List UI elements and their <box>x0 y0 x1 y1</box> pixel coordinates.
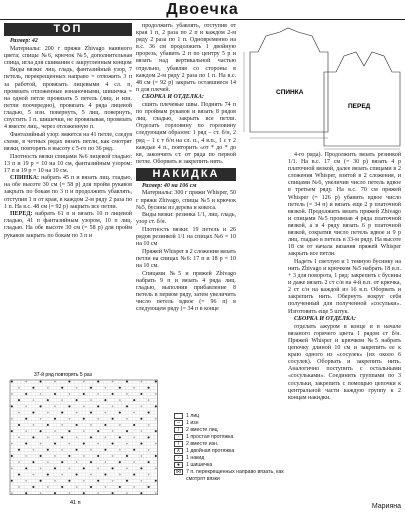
chart-stitch-mark <box>76 437 77 438</box>
chart-stitch-mark <box>33 486 35 488</box>
chart-stitch-mark <box>148 486 150 488</box>
chart-stitch-mark <box>119 486 121 488</box>
legend-label: 1 накид <box>186 455 205 461</box>
nakidka-continued: 4-го ряда). Продолжить вязать резинкой 1/1. На в.с. 17 см (= 30 р) вязать 4 р платочной вязкой, далее вязать спицами в 2 сложения Whisper, взятой в 2 сложения, и спицами №6, увеличив число петель вдвое в третьем ряду. На в.с. 70 см пряжей Whisper (= 126 р) убавить вдвое число петель (= 34 п) и вязать еще 2 р платочной вязкой. Продолжить вязать пряжей Zhivago и спицами №5 провязав 4 ряда платочной вязкой, а в 4 ряду вязать 6 р платочной вязкой, сократив число петель вдвое и 9 р лиц. гладью в петель в 33-м ряду. На высоте 18 см от начала вязания пряжей Whisper закрыть все петли. <box>288 152 401 258</box>
chart-stitch-mark <box>33 461 35 463</box>
chart-stitch-mark <box>33 474 34 475</box>
chart-stitch-mark <box>83 381 84 382</box>
chart-stitch-mark <box>33 387 35 389</box>
chart-stitch-mark <box>69 493 70 494</box>
chart-stitch-mark <box>148 424 149 425</box>
chart-stitch-mark <box>47 399 49 401</box>
chart-stitch-mark <box>148 449 149 450</box>
chart-stitch-mark <box>69 468 70 469</box>
nakidka-gauge2: Пряжей Whisper в 2 сложения вязать петли на спицах №6: 17 п и 18 р = 10 на 10 см. <box>136 248 236 269</box>
chart-stitch-mark <box>47 424 49 426</box>
chart-stitch-mark <box>90 474 91 475</box>
chart-stitch-mark <box>11 493 12 494</box>
chart-stitch-mark <box>155 405 157 407</box>
legend-label: 1 лиц <box>186 413 200 419</box>
chart-stitch-mark <box>33 436 35 438</box>
chart-stitch-mark <box>90 387 92 389</box>
chart-stitch-mark <box>90 400 91 401</box>
column-top <box>4 23 132 240</box>
chart-stitch-mark <box>76 486 77 487</box>
author-signature: Марияна <box>371 503 401 510</box>
chart-frame <box>10 380 158 495</box>
chart-stitch-mark <box>76 449 78 451</box>
chart-stitch-mark <box>76 474 78 476</box>
chart-stitch-mark <box>148 400 149 401</box>
chart-stitch-mark <box>40 381 42 383</box>
chart-stitch-mark <box>126 418 127 419</box>
top-gauge: Плотность вязки спицами №6 лицевой гладью: 13 п и 19 р = 10 на 10 см, фантазийным узором: 17 п и 19 р = 10 на 10 см. <box>4 153 132 174</box>
chart-stitch-mark <box>47 437 48 438</box>
chart-stitch-mark <box>126 468 127 469</box>
chart-stitch-mark <box>126 480 128 482</box>
chart-stitch-mark <box>134 462 135 463</box>
nakidka-materials: Материалы: 300 г пряжи Whisper, 50 г пряжи Zhivago, спицы №5 и крючок №5, бусины из дерева и кокоса. <box>136 190 236 211</box>
top-materials: Материалы: 200 г пряжи Zhivago наивного цвета; спицы №6, крючок №5, дополнительная спица, игла для сшивания с закругленным концом <box>4 45 132 66</box>
chart-stitch-mark <box>98 493 99 494</box>
chart-stitch-mark <box>148 412 150 414</box>
legend-symbol: \ <box>174 441 183 447</box>
chart-stitch-mark <box>76 399 78 401</box>
chart-stitch-mark <box>69 405 71 407</box>
chart-stitch-mark <box>25 467 27 469</box>
chart-stitch-mark <box>18 399 20 401</box>
chart-stitch-mark <box>40 443 41 444</box>
chart-stitch-mark <box>25 443 27 445</box>
chart-stitch-mark <box>26 455 27 456</box>
legend-symbol: ⋈ <box>176 469 181 475</box>
chart-stitch-mark <box>76 412 77 413</box>
chart-stitch-mark <box>26 480 27 481</box>
chart-stitch-mark <box>133 449 135 451</box>
chart-stitch-mark <box>18 462 19 463</box>
chart-stitch-mark <box>148 436 150 438</box>
chart-stitch-mark <box>112 381 113 382</box>
chart-stitch-mark <box>126 430 128 432</box>
chart-stitch-mark <box>11 418 12 419</box>
chart-stitch-mark <box>119 474 120 475</box>
legend-symbol: ◦ <box>174 455 183 461</box>
chart-stitch-mark <box>83 393 85 395</box>
chart-stitch-mark <box>112 480 113 481</box>
top-front <box>4 211 132 239</box>
chart-stitch-mark <box>62 474 63 475</box>
legend-item <box>174 434 286 441</box>
chart-stitch-mark <box>155 468 156 469</box>
chart-stitch-mark <box>90 486 92 488</box>
chart-stitch-mark <box>105 387 106 388</box>
chart-stitch-mark <box>141 418 143 420</box>
schema-back-label: СПИНКА <box>276 89 304 96</box>
chart-stitch-mark <box>69 455 71 457</box>
chart-stitch-mark <box>47 474 49 476</box>
chart-stitch-mark <box>90 436 92 438</box>
chart-stitch-mark <box>26 381 27 382</box>
chart-stitch-mark <box>155 455 157 457</box>
chart-stitch-mark <box>69 393 70 394</box>
legend-item <box>174 427 286 434</box>
back-text: набрать 45 п и вязать лиц. гладью, на обе высоте 30 см (= 58 р) для пройм рукавов закрыть по бокам по 3 п и продолжить убавлять, отступив 1 п от края, в каждом 2-м ряду 2 раза по 1 п. На в.с. 48 см (= 92 р) закрыть все петли. <box>4 175 133 210</box>
chart-stitch-mark <box>40 480 42 482</box>
chart-stitch-mark <box>40 468 41 469</box>
chart-stitch-mark <box>61 387 63 389</box>
chart-stitch-mark <box>90 412 92 414</box>
chart-stitch-mark <box>119 400 120 401</box>
chart-stitch-mark <box>98 443 99 444</box>
legend-label: 1 двойная протяжка <box>186 448 235 454</box>
nakidka-size: Размер: 40 на 106 см <box>142 182 197 189</box>
chart-stitch-mark <box>112 431 113 432</box>
chart-stitch-mark <box>126 405 128 407</box>
chart-stitch-mark <box>97 381 99 383</box>
chart-stitch-mark <box>141 480 142 481</box>
schema-front-label: ПЕРЕД <box>348 103 371 110</box>
chart-stitch-mark <box>11 455 13 457</box>
chart-stitch-mark <box>54 492 56 494</box>
chart-stitch-mark <box>18 412 19 413</box>
chart-stitch-mark <box>69 430 71 432</box>
chart-stitch-mark <box>105 399 107 401</box>
chart-stitch-mark <box>155 430 157 432</box>
chart-stitch-mark <box>126 381 128 383</box>
chart-stitch-mark <box>148 387 150 389</box>
chart-stitch-mark <box>11 468 12 469</box>
chart-stitch-mark <box>25 393 27 395</box>
chart-stitch-mark <box>83 480 84 481</box>
legend-symbol: ● <box>174 462 183 468</box>
chart-stitch-mark <box>11 393 12 394</box>
legend-label: 1 простая протяжка <box>186 434 234 440</box>
chart-stitch-mark <box>112 455 113 456</box>
chart-stitch-mark <box>133 474 135 476</box>
legend-label: 2 вместе изн. <box>186 441 219 447</box>
chart-stitch-mark <box>155 480 157 482</box>
chart-stitch-mark <box>18 424 20 426</box>
chart-stitch-mark <box>69 480 71 482</box>
top-back <box>4 175 132 210</box>
chart-stitch-mark <box>18 437 19 438</box>
chart-stitch-mark <box>11 443 12 444</box>
legend-label: 1 шишечка <box>186 462 213 468</box>
top-front-cont: продолжить убавлять, отступив от края 1 п, 2 раза по 2 п и каждом 2-м ряду 2 раза по 1 п. Одновременно на в.с. 36 см продолжить 1 двойную прорезь, убавить 2 п по центру 5 р и вязать над вертикальной частью отдельно, убавляя со стороны в каждом 2-м ряду 2 раза по 1 п. На в.с. 48 см (= 92 р) закрыть оставшиеся 14 п для плечей. <box>136 23 236 93</box>
chart-stitch-mark <box>141 406 142 407</box>
chart-stitch-mark <box>83 492 85 494</box>
chart-stitch-mark <box>105 424 107 426</box>
nakidka-icicles: Надеть 1 светлую и 1 темную бусинку на нить Zhivago и крючком №5 набрать 18 в.п. + 3 для поворота, 1 ряд: закрепить с бусины и даже вязать 2 ст с/н на 4-й в.п. от крючка, 2 ст с/н на каждой из 16 в.п. Оборвать и закрепить нить. Обернуть вокруг себя полученный для полученной «сосульки». Изготовить еще 5 штук. <box>288 258 401 315</box>
chart-stitch-mark <box>119 449 120 450</box>
chart-stitch-mark <box>155 493 156 494</box>
legend-item <box>174 462 286 469</box>
chart-stitch-mark <box>141 431 142 432</box>
chart-stitch-mark <box>98 393 99 394</box>
chart-stitch-mark <box>54 393 56 395</box>
knitting-chart <box>4 370 174 508</box>
chart-stitch-mark <box>141 443 143 445</box>
chart-stitch-mark <box>134 412 135 413</box>
nakidka-body: Спицами №5 и пряжей Zhivago набрать 9 п и вязать 4 ряда лиц. гладью, выполнив прибавление 8 петель в первом ряду, затем увеличить число петель вдвое (= 96 п) в следующем ряду (= 34 п в конце <box>136 270 236 312</box>
chart-stitch-mark <box>18 474 20 476</box>
chart-stitch-mark <box>105 437 106 438</box>
chart-stitch-mark <box>25 492 27 494</box>
chart-stitch-mark <box>83 431 84 432</box>
chart-stitch-mark <box>83 455 84 456</box>
chart-stitch-mark <box>133 424 135 426</box>
chart-stitch-mark <box>18 449 20 451</box>
chart-stitch-mark <box>62 449 63 450</box>
chart-stitch-mark <box>83 443 85 445</box>
chart-stitch-mark <box>62 400 63 401</box>
chart-stitch-mark <box>47 462 48 463</box>
chart-stitch-mark <box>61 486 63 488</box>
chart-stitch-mark <box>119 387 121 389</box>
chart-stitch-mark <box>11 480 13 482</box>
chart-stitch-mark <box>61 461 63 463</box>
chart-stitch-mark <box>105 449 107 451</box>
page-title: Двоечка <box>166 1 239 18</box>
chart-stitch-mark <box>54 455 55 456</box>
chart-stitch-mark <box>54 443 56 445</box>
section-band-nakidka: НАКИДКА <box>136 168 236 181</box>
chart-stitch-mark <box>90 449 91 450</box>
legend-label: 7 п. перекрещенных направо вязать, как смотрят вязки <box>186 469 284 482</box>
top-size: Размер: 42 <box>10 38 38 44</box>
chart-stitch-mark <box>155 393 156 394</box>
chart-stitch-mark <box>83 467 85 469</box>
chart-stitch-mark <box>33 449 34 450</box>
back-heading: СПИНКА: <box>10 175 40 182</box>
chart-width-label: 41 п <box>70 500 81 506</box>
legend-item <box>174 455 286 462</box>
chart-stitch-mark <box>61 412 63 414</box>
chart-stitch-mark <box>105 462 106 463</box>
chart-stitch-mark <box>119 424 120 425</box>
legend-item <box>174 420 286 427</box>
top-assembly-heading: СБОРКА И ОТДЕЛКА: <box>142 94 204 101</box>
chart-caption: 37-й ряд повторять 5 раз <box>34 372 92 378</box>
chart-stitch-mark <box>11 405 13 407</box>
chart-stitch-mark <box>54 418 56 420</box>
chart-stitch-mark <box>141 381 142 382</box>
chart-stitch-mark <box>40 455 42 457</box>
chart-stitch-mark <box>119 461 121 463</box>
chart-stitch-mark <box>47 412 48 413</box>
chart-stitch-mark <box>112 492 114 494</box>
chart-stitch-mark <box>69 381 71 383</box>
section-band-top: ТОП <box>4 23 132 36</box>
chart-stitch-mark <box>97 480 99 482</box>
column-middle <box>136 23 236 314</box>
legend-symbol <box>174 413 183 419</box>
chart-stitch-mark <box>33 400 34 401</box>
chart-stitch-mark <box>141 492 143 494</box>
chart-stitch-mark <box>40 493 41 494</box>
front-text: набрать 61 п и вязать 10 п лицевой гладью, 41 п фантазийным узором, 10 п лиц. гладью. На обе высоте 30 см (= 58 р) для пройм рукавов закрыть по бокам по 3 п и <box>4 211 133 239</box>
chart-stitch-mark <box>155 418 156 419</box>
chart-stitch-mark <box>148 474 149 475</box>
chart-stitch-mark <box>62 424 63 425</box>
chart-stitch-mark <box>40 393 41 394</box>
chart-stitch-mark <box>69 418 70 419</box>
nakidka-assembly-text: отделать ажуром в конце и в начале вязаного горячего цвета 1 рядом ст б/н. Пряжей Whisper и крючком №5 набрать цепочку длиной 10 см и закрепить ее к краю одного из «сосулек» (их около 6 сосулек). Оборвать и закрепить нить. Аналогично поступить с остальными «сосульками». Соединить группами по 3 сосульки, закрепить с помощью цепочки к центральной части каждую группу к 2 концам накидки. <box>288 323 401 401</box>
chart-stitch-mark <box>54 381 55 382</box>
chart-stitch-mark <box>83 418 85 420</box>
chart-stitch-mark <box>98 418 99 419</box>
chart-stitch-mark <box>134 486 135 487</box>
garment-schema <box>240 22 402 150</box>
chart-stitch-mark <box>18 486 19 487</box>
nakidka-gauge: Плотность вязки: 19 петель и 26 рядов резинкой 1/1 на спицах №6 = 10 на 10 см <box>136 226 236 248</box>
chart-grid <box>10 380 158 495</box>
legend-symbol: ◦ <box>174 434 183 440</box>
chart-stitch-mark <box>97 455 99 457</box>
chart-stitch-mark <box>47 387 48 388</box>
top-assembly-text: сшить плечевые швы. Поднять 74 п по проймам рукавов и вязать 8 рядов лиц. гладью, закрыть все петли. Отделать горловину по горловину следующим образом: 1 ряд – ст. б/н, 2 ряд – 1 с т б/н на сл. п., 4 в.п., 1 с т 2 каждые 4 п., повторить «от * до * до кв, закончить ст. от ряда по первой петле. Оборвать и закрепить нить. <box>136 102 236 165</box>
chart-stitch-mark <box>47 486 48 487</box>
chart-stitch-mark <box>33 412 35 414</box>
chart-stitch-mark <box>11 430 13 432</box>
chart-stitch-mark <box>54 480 55 481</box>
nakidka-assembly-heading: СБОРКА И ОТДЕЛКА: <box>294 316 356 323</box>
legend-item <box>174 441 286 448</box>
masthead <box>0 0 405 20</box>
chart-stitch-mark <box>98 468 99 469</box>
chart-stitch-mark <box>155 443 156 444</box>
chart-stitch-mark <box>11 381 13 383</box>
chart-stitch-mark <box>54 406 55 407</box>
chart-stitch-mark <box>76 387 77 388</box>
chart-stitch-mark <box>54 431 55 432</box>
chart-stitch-mark <box>40 405 42 407</box>
chart-stitch-mark <box>90 461 92 463</box>
chart-stitch-mark <box>40 418 41 419</box>
chart-stitch-mark <box>26 431 27 432</box>
chart-stitch-mark <box>54 467 56 469</box>
top-stitches: Виды вязки: лиц. гладь, фантазийный узор, 7 петель, перекрещенных направо = отложить 3 п за работой, провязать лицевыми 4 сл. п, провязать отложенные изнаночными, шишечка = на одной петле провязать 5 петель (лиц. и изн. петли поочередно), провязать 4 ряда лицевой гладью, 5 изн. повернуть, 5 лиц. повернуть, спустить 1 п. шишечки, не провязывая, провязать 4 вместе лиц., через отложенную п. <box>4 67 132 131</box>
chart-stitch-mark <box>126 443 127 444</box>
column-right <box>288 152 401 402</box>
chart-stitch-mark <box>148 461 150 463</box>
chart-stitch-mark <box>83 406 84 407</box>
chart-stitch-mark <box>105 412 106 413</box>
chart-stitch-mark <box>105 474 107 476</box>
chart-stitch-mark <box>47 449 49 451</box>
chart-stitch-mark <box>126 493 127 494</box>
chart-stitch-mark <box>119 412 121 414</box>
legend-item <box>174 413 286 420</box>
chart-stitch-mark <box>134 437 135 438</box>
chart-stitch-mark <box>141 455 142 456</box>
legend-label: 1 изн <box>186 420 199 426</box>
chart-stitch-mark <box>112 393 114 395</box>
chart-stitch-mark <box>105 486 106 487</box>
chart-stitch-mark <box>133 399 135 401</box>
chart-stitch-mark <box>155 381 157 383</box>
legend-symbol: / <box>174 427 183 433</box>
chart-stitch-mark <box>112 443 114 445</box>
legend-symbol: ∧ <box>174 448 183 454</box>
chart-stitch-mark <box>119 436 121 438</box>
chart-stitch-mark <box>97 430 99 432</box>
chart-stitch-mark <box>126 455 128 457</box>
chart-legend <box>174 413 286 483</box>
chart-stitch-mark <box>69 443 70 444</box>
legend-item <box>174 469 286 483</box>
chart-stitch-mark <box>40 430 42 432</box>
chart-stitch-mark <box>18 387 19 388</box>
chart-stitch-mark <box>25 418 27 420</box>
chart-stitch-mark <box>90 424 91 425</box>
chart-stitch-mark <box>97 405 99 407</box>
chart-stitch-mark <box>141 393 143 395</box>
legend-item <box>174 448 286 455</box>
legend-label: 2 вместе лиц <box>186 427 218 433</box>
chart-stitch-mark <box>26 406 27 407</box>
top-pattern: Фантазийный узор: вяжется на 41 петле, следуя схеме, в четных рядах вязать петли, как смотрят вязки, повторять в высоту с 5-го по 36 ряд. <box>4 131 132 152</box>
nakidka-stitches: Виды вязки: резинка 1/1, лиц. гладь, узор ст. б/н. <box>136 212 236 226</box>
chart-stitch-mark <box>112 406 113 407</box>
front-heading: ПЕРЕД: <box>10 211 33 218</box>
legend-symbol: – <box>174 420 183 426</box>
chart-stitch-mark <box>76 462 77 463</box>
chart-stitch-mark <box>76 424 78 426</box>
chart-stitch-mark <box>134 387 135 388</box>
chart-stitch-mark <box>112 418 114 420</box>
chart-stitch-mark <box>141 467 143 469</box>
chart-stitch-mark <box>61 436 63 438</box>
chart-stitch-mark <box>126 393 127 394</box>
chart-stitch-mark <box>112 467 114 469</box>
chart-stitch-mark <box>33 424 34 425</box>
